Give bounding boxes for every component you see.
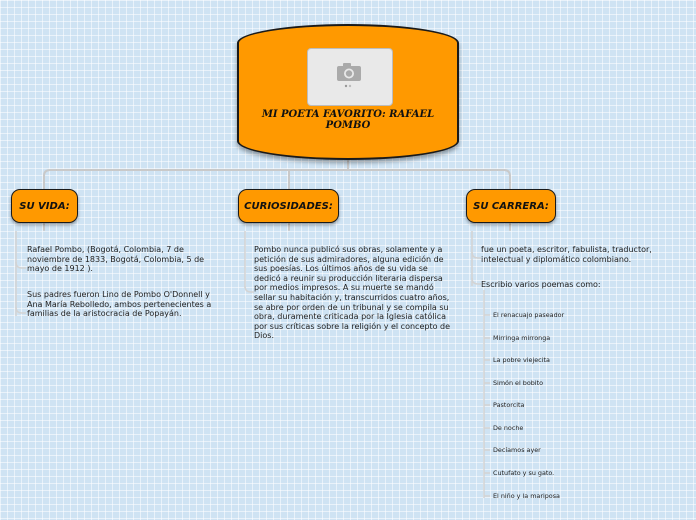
poem-item[interactable]: Cutufato y su gato. bbox=[493, 469, 555, 477]
poem-item[interactable]: Decíamos ayer bbox=[493, 446, 541, 454]
central-topic[interactable] bbox=[237, 24, 459, 160]
poem-item[interactable]: El renacuajo paseador bbox=[493, 311, 565, 319]
branch-su-vida[interactable] bbox=[11, 189, 78, 223]
camera-icon bbox=[336, 62, 364, 88]
poem-item[interactable]: Pastorcita bbox=[493, 401, 525, 409]
poem-item[interactable]: Simón el bobito bbox=[493, 379, 544, 387]
vida-item-birth[interactable]: Rafael Pombo, (Bogotá, Colombia, 7 de noviembre de 1833, Bogotá, Colombia, 5 de mayo de 1912 ). bbox=[27, 245, 205, 274]
image-placeholder bbox=[307, 48, 393, 106]
vida-item-parents[interactable]: Sus padres fueron Lino de Pombo O'Donnell y Ana María Rebolledo, ambos pertenecientes a familias de la aristocracia de Popayán. bbox=[27, 290, 212, 319]
branch-title: CURIOSIDADES: bbox=[244, 200, 333, 212]
poem-item[interactable]: El niño y la mariposa bbox=[493, 492, 560, 500]
curiosidades-item[interactable]: Pombo nunca publicó sus obras, solamente y a petición de sus admiradores, alguna edición de sus poesías. Los últimos años de su vida se dedicó a reunir su producción literaria dispersa por medios impresos. A su muerte se mandó sellar su habitación y, transcurridos cuatro años, se abre por orden de un tribunal y se compila su obra, duramente criticada por la Iglesia católica por sus críticas sobre la religión y el concepto de Dios. bbox=[254, 245, 451, 341]
carrera-item-profession[interactable]: fue un poeta, escritor, fabulista, traductor, intelectual y diplomático colombiano. bbox=[481, 245, 652, 264]
branch-curiosidades[interactable] bbox=[238, 189, 339, 223]
branch-su-carrera[interactable] bbox=[466, 189, 556, 223]
poem-item[interactable]: La pobre viejecita bbox=[493, 356, 550, 364]
central-topic-title: MI POETA FAVORITO: RAFAEL POMBO bbox=[261, 109, 435, 131]
poem-item[interactable]: De noche bbox=[493, 424, 524, 432]
branch-title: SU VIDA: bbox=[19, 200, 70, 212]
branch-title: SU CARRERA: bbox=[473, 200, 549, 212]
carrera-item-poems-intro[interactable]: Escribio varios poemas como: bbox=[481, 280, 601, 289]
poem-item[interactable]: Mirringa mirronga bbox=[493, 334, 551, 342]
